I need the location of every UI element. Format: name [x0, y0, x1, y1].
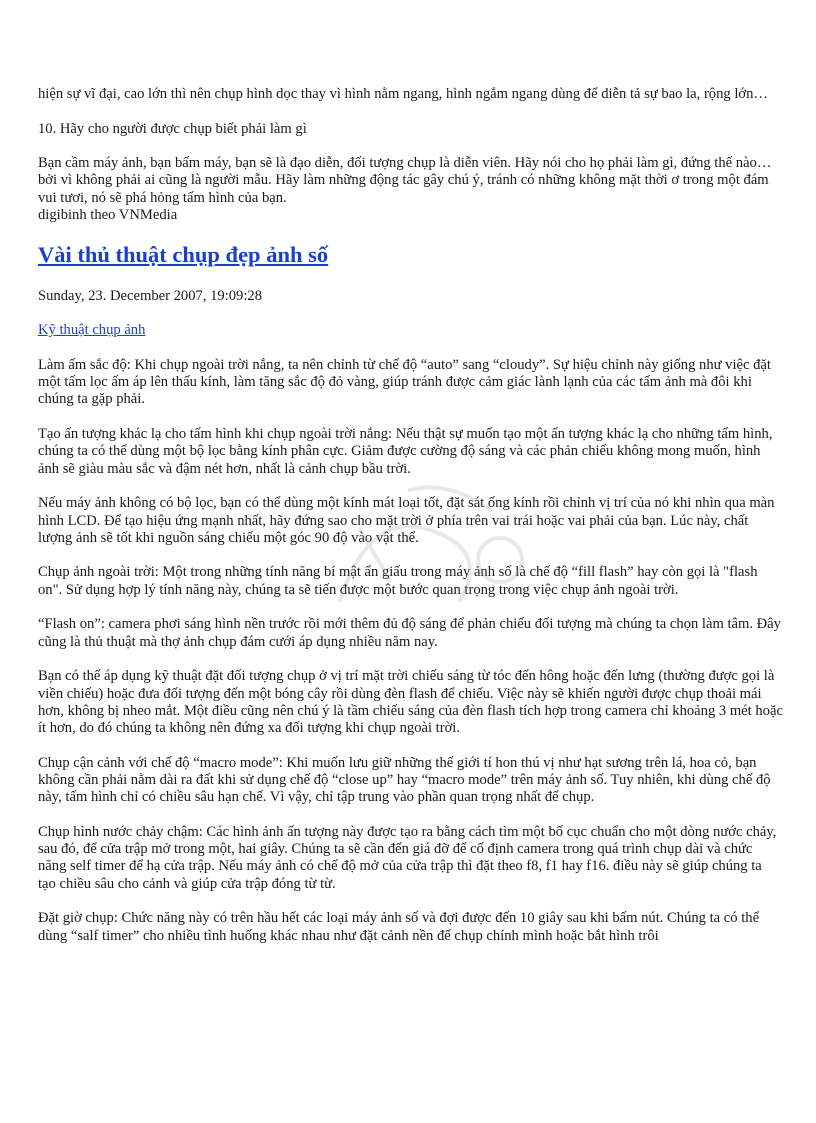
article-category [38, 322, 783, 339]
article-paragraph: Bạn có thể áp dụng kỹ thuật đặt đối tượng chụp ở vị trí mặt trời chiếu sáng từ tóc đến hông hoặc đến lưng (thường được gọi là viền chiếu) hoặc đưa đối tượng đến một bóng cây rồi dùng đèn flash để chiếu. Việc này sẽ khiến người được chụp thoải mái hơn, không bị nheo mắt. Một điều cũng nên chú ý là tầm chiếu sáng của đèn flash tích hợp trong camera chỉ khoảng 3 mét hoặc ít hơn, do đó chúng ta không nên đứng xa đối tượng khi chụp ngoài trời. [38, 668, 783, 737]
article-paragraph: Nếu máy ảnh không có bộ lọc, bạn có thể dùng một kính mát loại tốt, đặt sát ống kính rồi chỉnh vị trí của nó khi nhìn qua màn hình LCD. Để tạo hiệu ứng mạnh nhất, hãy đứng sao cho mặt trời ở phía trên vai trái hoặc vai phải của bạn. Lúc này, chất lượng ảnh sẽ tốt khi nguồn sáng chiếu một góc 90 độ vào vật thể. [38, 495, 775, 546]
article-paragraph: Tạo ấn tượng khác lạ cho tấm hình khi chụp ngoài trời nắng: Nếu thật sự muốn tạo một ấn tượng khác lạ cho những tấm hình, chúng ta có thể dùng một bộ lọc bằng kính phân cực. Giảm được cường độ sáng và các phản chiếu không mong muốn, hình ảnh sẽ giàu màu sắc và đậm nét hơn, nhất là cảnh chụp bầu trời. [38, 426, 773, 477]
article-paragraph: Chụp ảnh ngoài trời: Một trong những tính năng bí mật ẩn giấu trong máy ảnh số là chế độ “fill flash” hay còn gọi là "flash on". Sử dụng hợp lý tính năng này, chúng ta sẽ tiến được một bước quan trọng trong việc chụp ảnh ngoài trời. [38, 564, 758, 598]
category-link[interactable]: Kỹ thuật chụp ảnh [38, 322, 146, 339]
continued-paragraph: hiện sự vĩ đại, cao lớn thì nên chụp hình dọc thay vì hình nằm ngang, hình ngắm ngang dùng để diễn tả sự bao la, rộng lớn… [38, 86, 769, 102]
article-paragraph: Làm ấm sắc độ: Khi chụp ngoài trời nắng, ta nên chỉnh từ chế độ “auto” sang “cloudy”. Sự hiệu chỉnh này giống như việc đặt một tấm lọc ấm áp lên thấu kính, làm tăng sắc độ đỏ vàng, giúp tránh được cảm giác lành lạnh của các tấm ảnh mà đôi khi chúng ta gặp phải. [38, 356, 771, 408]
tip-10-body: Bạn cầm máy ảnh, bạn bấm máy, bạn sẽ là đạo diễn, đối tượng chụp là diễn viên. Hãy nói cho họ phải làm gì, đứng thế nào… bởi vì không phải ai cũng là người mẫu. Hãy làm những động tác gây chú ý, tránh có những không mặt thời ơ trong một đám vui tươi, nó sẽ phá hỏng tấm hình của bạn. [38, 155, 772, 206]
article-date: Sunday, 23. December 2007, 19:09:28 [38, 287, 263, 304]
article-paragraph: “Flash on”: camera phơi sáng hình nền trước rồi mới thêm đủ độ sáng để phản chiếu đối tượng mà chúng ta chọn làm tâm. Đây cũng là thủ thuật mà thợ ảnh chụp đám cưới áp dụng nhiều năm nay. [38, 616, 781, 650]
tip-10-heading: 10. Hãy cho người được chụp biết phải làm gì [38, 120, 307, 137]
source-credit: digibinh theo VNMedia [38, 207, 178, 224]
article-paragraph: Đặt giờ chụp: Chức năng này có trên hầu hết các loại máy ảnh số và đợi được đến 10 giây sau khi bấm nút. Chúng ta có thể dùng “salf timer” cho nhiều tình huống khác nhau như đặt cảnh nền để chụp chính mình hoặc bắt hình trôi [38, 910, 760, 944]
article-paragraph: Chụp hình nước chảy chậm: Các hình ảnh ấn tượng này được tạo ra bằng cách tìm một bố cục chuẩn cho một dòng nước chảy, sau đó, để cửa trập mở trong một, hai giây. Chúng ta sẽ cần đến giá đỡ để cố định camera trong quá trình chụp dài và chức năng self timer để hạ cửa trập. Nếu máy ảnh có chế độ mở của cửa trập thì đặt theo f8, f1 hay f16. điều này sẽ giúp chúng ta tạo chiều sâu cho cảnh và giúp cửa trập đóng từ từ. [38, 823, 777, 892]
document-page [38, 86, 783, 945]
article-paragraph: Chụp cận cảnh với chế độ “macro mode”: Khi muốn lưu giữ những thế giới tí hon thú vị như hạt sương trên lá, hoa cỏ, bạn không cần phải nằm dài ra đất khi sử dụng chế độ “close up” hay “macro mode” trên máy ảnh số. Tuy nhiên, khi dùng chế độ này, tấm hình chỉ có chiều sâu hạn chế. Vì vậy, chỉ tập trung vào phần quan trọng nhất để chụp. [38, 754, 771, 806]
article-title-link[interactable]: Vài thủ thuật chụp đẹp ảnh số [38, 241, 329, 267]
